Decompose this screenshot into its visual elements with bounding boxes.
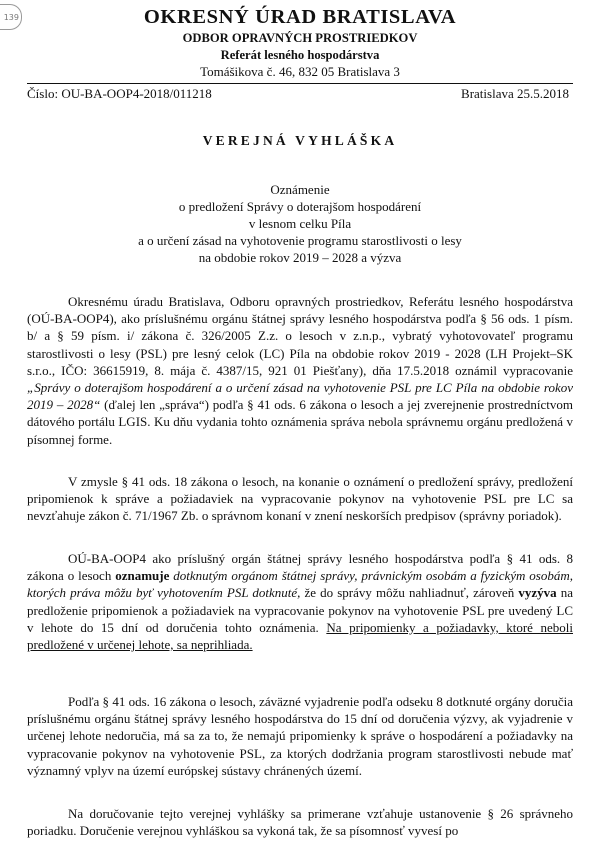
subject-line: a o určení zásad na vyhotovenie programu starostlivosti o lesy bbox=[138, 233, 462, 248]
announces-bold: oznamuje bbox=[115, 568, 170, 584]
paragraph-binding-opinion bbox=[27, 693, 573, 779]
document-title: VEREJNÁ VYHLÁŠKA bbox=[202, 133, 398, 148]
office-name: OKRESNÝ ÚRAD BRATISLAVA bbox=[143, 6, 457, 28]
subject-line: o predložení Správy o doterajšom hospodárení bbox=[178, 199, 422, 214]
subject-line: na obdobie rokov 2019 – 2028 a výzva bbox=[198, 250, 402, 265]
deadline-warning-underlined: Na pripomienky a požiadavky, ktoré neboli predložené v určenej lehote, sa neprihliada. bbox=[27, 619, 573, 653]
report-title-italic: „Správy o doterajšom hospodárení a o určení zásad na vyhotovenie PSL pre LC Píla na obdobie rokov 2019 – 2028“ bbox=[27, 380, 573, 413]
paragraph-text: V zmysle § 41 ods. 18 zákona o lesoch, na konanie o oznámení o predložení správy, predložení pripomienok k správe a požiadaviek na vypracovanie pokynov na vyhotovenie PSL pre LC sa nevzťahuje zákon č. 71/1967 Zb. o správnom konaní v znení neskorších predpisov (správny poriadok). bbox=[27, 474, 573, 524]
subject-line: Oznámenie bbox=[270, 182, 330, 197]
place-date: Bratislava 25.5.2018 bbox=[461, 86, 569, 101]
subject-block bbox=[0, 181, 600, 266]
reference-number: Číslo: OU-BA-OOP4-2018/011218 bbox=[27, 86, 212, 101]
paragraph-text: Na doručovanie tejto verejnej vyhlášky sa primerane vzťahuje ustanovenie § 26 správneho poriadku. Doručenie verejnou vyhláškou sa vykoná tak, že sa písomnosť vyvesí po bbox=[27, 806, 573, 839]
page-stamp: 139 bbox=[0, 4, 22, 30]
paragraph-text: (ďalej len „správa“) podľa § 41 ods. 6 zákona o lesoch a jej zverejnenie prostredníctvom dátového portálu LGIS. Ku dňu vydania tohto oznámenia správa nebola správnemu orgánu predložená v písomnej forme. bbox=[27, 397, 573, 447]
addressees-italic: dotknutým orgánom štátnej správy, právnickým osobám a fyzickým osobám, ktorých práva môžu byť vyhotovením PSL dotknuté, bbox=[27, 568, 573, 601]
office-address: Tomášikova č. 46, 832 05 Bratislava 3 bbox=[200, 64, 400, 79]
calls-bold: vyzýva bbox=[518, 585, 557, 601]
subject-line: v lesnom celku Píla bbox=[248, 216, 352, 231]
department-name: ODBOR OPRAVNÝCH PROSTRIEDKOV bbox=[182, 31, 418, 45]
paragraph-notice bbox=[27, 293, 573, 448]
header-divider bbox=[27, 83, 573, 84]
paragraph-text: na predloženie pripomienok a požiadaviek na vypracovanie pokynov na vyhotovenie PSL pre uvedený LC v lehote do 15 dní od doručenia tohto oznámenia. bbox=[27, 585, 573, 635]
paragraph-text: Podľa § 41 ods. 16 zákona o lesoch, záväzné vyjadrenie podľa odseku 8 dotknuté orgány doručia príslušnému orgánu štátnej správy lesného hospodárstva do 15 dní od doručenia výzvy, ak vyjadrenie v určenej lehote nedoručia, má sa za to, že nemajú pripomienky k správe o hospodárení a požiadavky na vypracovanie pokynov na vyhotovenie PSL, za ktorých dodržania program starostlivosti nebude mať významný vplyv na území európskej sústavy chránených území. bbox=[27, 694, 573, 778]
paragraph-text: OÚ-BA-OOP4 ako príslušný orgán štátnej správy lesného hospodárstva podľa § 41 ods. 8 zákona o lesoch bbox=[27, 551, 573, 584]
paragraph-call bbox=[27, 550, 573, 653]
paragraph-delivery bbox=[27, 805, 573, 839]
paragraph-legal-basis bbox=[27, 473, 573, 525]
paragraph-text: že do správy môžu nahliadnuť, zároveň bbox=[300, 585, 519, 601]
paragraph-text: Okresnému úradu Bratislava, Odboru opravných prostriedkov, Referátu lesného hospodárstva (OÚ-BA-OOP4), ako príslušnému orgánu štátnej správy lesného hospodárstva podľa § 56 ods. 1 písm. b/ a § 59 písm. i/ zákona č. 326/2005 Z.z. o lesoch v z.n.p., vybratý vyhotovovateľ programu starostlivosti o lesy (PSL) pre lesný celok (LC) Píla na obdobie rokov 2019 - 2028 (LH Projekt–SK s.r.o., IČO: 36615919, 8. mája č. 4387/15, 921 01 Piešťany), dňa 17.5.2018 oznámil vypracovanie bbox=[27, 294, 573, 378]
section-name: Referát lesného hospodárstva bbox=[220, 48, 380, 62]
